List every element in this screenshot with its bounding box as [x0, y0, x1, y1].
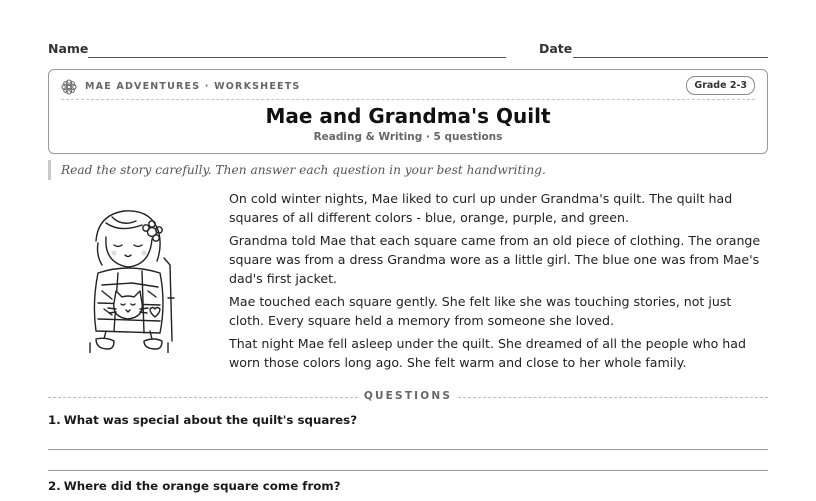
- question-number: 2.: [48, 479, 61, 493]
- question-text: What was special about the quilt's squares?: [63, 413, 358, 427]
- date-label: Date: [539, 41, 573, 56]
- question-text: Where did the orange square come from?: [63, 479, 341, 493]
- question-2: [48, 479, 768, 493]
- answer-line[interactable]: [48, 470, 768, 471]
- question-number: 1.: [48, 413, 61, 427]
- brand-name: MAE ADVENTURES · WORKSHEETS: [85, 81, 301, 92]
- worksheet-subtitle: Reading & Writing · 5 questions: [313, 131, 503, 143]
- story-paragraph: That night Mae fell asleep under the quilt. She dreamed of all the people who had worn those colors long ago. She felt warm and close to her whole family.: [229, 336, 747, 370]
- name-label: Name: [48, 41, 89, 56]
- name-field[interactable]: [88, 57, 506, 58]
- flower-icon: [61, 79, 77, 95]
- story-paragraph: Mae touched each square gently. She felt like she was touching stories, not just cloth. Every square held a memory from someone she loved.: [229, 294, 732, 328]
- story-text: [229, 189, 769, 376]
- answer-line[interactable]: [48, 449, 768, 450]
- instructions: Read the story carefully. Then answer each question in your best handwriting.: [48, 160, 761, 180]
- questions-heading: QUESTIONS: [363, 390, 453, 402]
- worksheet-header: [48, 69, 768, 154]
- girl-with-quilt-and-cat-illustration: [62, 203, 200, 353]
- questions-divider: [48, 389, 768, 405]
- brand-row: [61, 79, 755, 100]
- divider-line: [458, 397, 768, 398]
- story-paragraph: Grandma told Mae that each square came from an old piece of clothing. The orange square was from a dress Grandma wore as a little girl. The blue one was from Mae's dad's first jacket.: [229, 233, 761, 286]
- story-paragraph: On cold winter nights, Mae liked to curl up under Grandma's quilt. The quilt had squares of all different colors - blue, orange, purple, and green.: [229, 191, 733, 225]
- grade-badge: Grade 2-3: [686, 76, 755, 95]
- question-1: [48, 413, 768, 427]
- name-date-row: [48, 41, 768, 61]
- worksheet-title: Mae and Grandma's Quilt: [265, 104, 551, 128]
- date-field[interactable]: [573, 57, 768, 58]
